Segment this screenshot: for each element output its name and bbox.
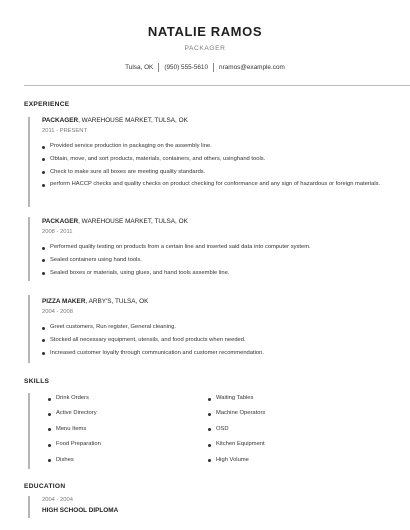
education-degree: HIGH SCHOOL DIPLOMA <box>42 507 119 514</box>
experience-heading: EXPERIENCE <box>24 101 70 108</box>
job-accent-bar <box>28 117 30 207</box>
skill-item: Menu Items <box>48 426 101 434</box>
job-entry <box>42 117 382 194</box>
resume-header <box>0 24 410 72</box>
education-dates: 2004 - 2004 <box>42 497 73 503</box>
job-role: PIZZA MAKER <box>42 298 86 305</box>
skill-item: Drink Orders <box>48 395 101 403</box>
education-accent-bar <box>28 496 30 518</box>
job-bullets <box>42 324 382 357</box>
candidate-title: PACKAGER <box>184 45 226 52</box>
skill-item: Food Preparation <box>48 441 101 449</box>
contact-location: Tulsa, OK <box>125 64 154 71</box>
skill-item: Machine Operators <box>208 410 265 418</box>
skill-item: Kitchen Equipment <box>208 441 265 449</box>
job-bullet: Stocked all necessary equipment, utensils, and food products when needed. <box>42 337 382 345</box>
job-role: PACKAGER <box>42 117 79 124</box>
contact-divider <box>213 63 214 72</box>
job-dates: 2011 - PRESENT <box>42 128 87 134</box>
contact-line <box>0 63 410 72</box>
job-bullet: Sealed containers using hand tools. <box>42 257 382 265</box>
skills-column-left <box>48 395 101 472</box>
education-entry <box>42 497 118 514</box>
job-role: PACKAGER <box>42 218 79 225</box>
skills-accent-bar <box>28 393 30 469</box>
job-employer: , ARBY'S, TULSA, OK <box>85 298 149 305</box>
skill-item: Dishes <box>48 457 101 465</box>
job-bullet: perform HACCP checks and quality checks on product checking for conformance and any sign of hazardous or foreign materials. <box>42 181 382 189</box>
job-employer: , WAREHOUSE MARKET, TULSA, OK <box>78 218 188 225</box>
job-heading <box>42 298 382 305</box>
candidate-name: NATALIE RAMOS <box>147 24 263 39</box>
job-bullet: Provided service production in packaging on the assembly line. <box>42 143 382 151</box>
job-employer: , WAREHOUSE MARKET, TULSA, OK <box>78 117 188 124</box>
job-bullets <box>42 143 382 189</box>
job-bullet: Performed quality testing on products from a certain line and inserted said data into computer system. <box>42 244 382 252</box>
job-heading <box>42 218 382 225</box>
job-bullet: Sealed boxes or materials, using glues, and hand tools assemble line. <box>42 270 382 278</box>
job-dates: 2008 - 2011 <box>42 229 73 235</box>
contact-phone: (950) 555-5610 <box>164 64 209 71</box>
job-bullet: Increased customer loyalty through communication and customer recommendation. <box>42 350 382 358</box>
job-bullet: Greet customers, Run register, General cleaning. <box>42 324 382 332</box>
education-heading: EDUCATION <box>24 483 66 490</box>
header-divider <box>24 85 410 86</box>
job-accent-bar <box>28 295 30 363</box>
skill-item: High Volume <box>208 457 265 465</box>
skill-item: OSD <box>208 426 265 434</box>
contact-divider <box>158 63 159 72</box>
job-bullets <box>42 244 382 277</box>
skills-column-right <box>208 395 265 472</box>
job-entry <box>42 218 382 282</box>
job-bullet: Check to make sure all boxes are meeting quality standards. <box>42 169 382 177</box>
job-bullet: Obtain, move, and sort products, materials, containers, and others, usinghand tools. <box>42 156 382 164</box>
contact-email: nramos@example.com <box>219 64 285 71</box>
job-entry <box>42 298 382 362</box>
job-dates: 2004 - 2008 <box>42 309 73 315</box>
job-heading <box>42 117 382 124</box>
job-accent-bar <box>28 217 30 281</box>
skill-item: Active Directory <box>48 410 101 418</box>
skill-item: Waiting Tables <box>208 395 265 403</box>
skills-heading: SKILLS <box>24 378 50 385</box>
